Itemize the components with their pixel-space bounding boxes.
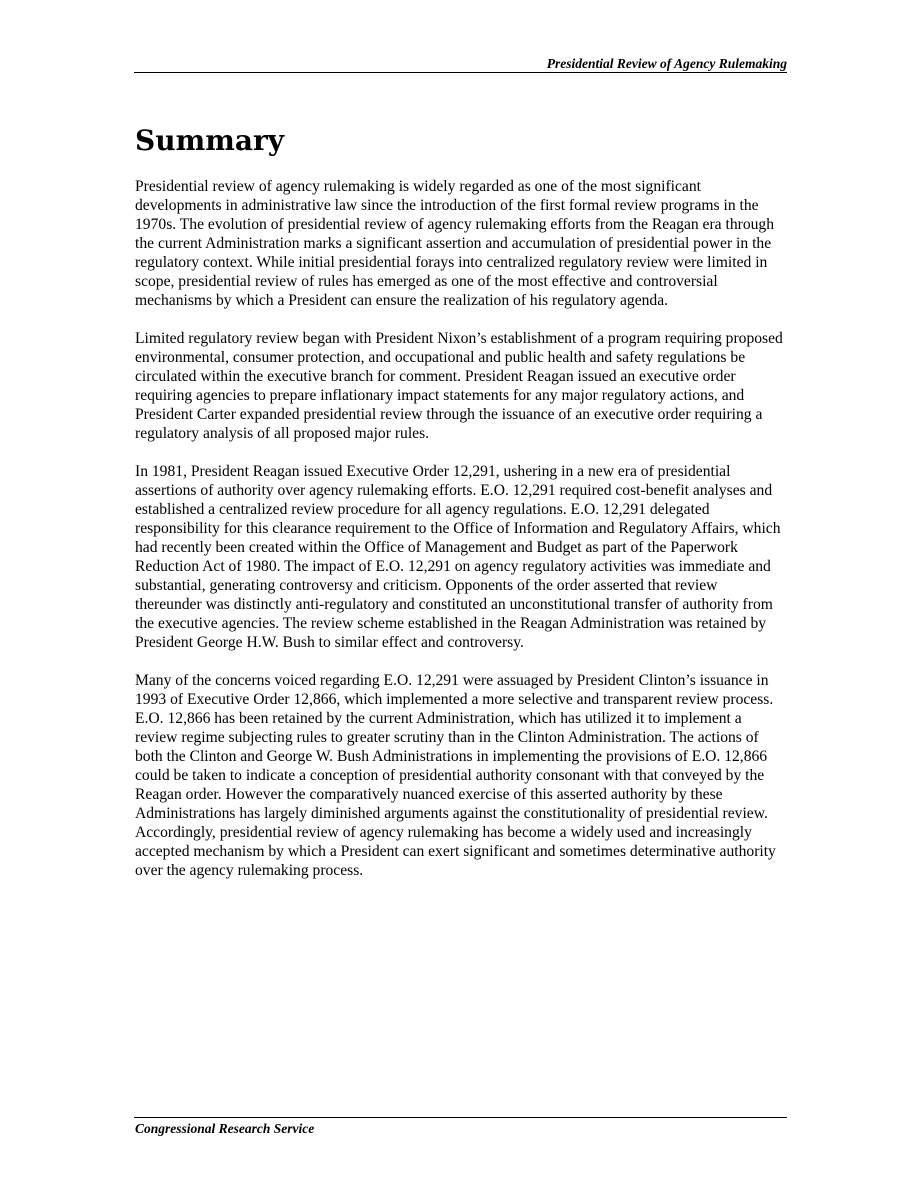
- summary-body: [135, 177, 787, 899]
- header-divider: [134, 72, 787, 73]
- paragraph: Limited regulatory review began with President Nixon’s establishment of a program requiring proposed environmental, consumer protection, and occupational and public health and safety regulations be circulated within the executive branch for comment. President Reagan issued an executive order requiring agencies to prepare inflationary impact statements for any major regulatory actions, and President Carter expanded presidential review through the issuance of an executive order requiring a regulatory analysis of all proposed major rules.: [135, 330, 783, 442]
- running-footer: Congressional Research Service: [135, 1121, 315, 1136]
- paragraph: Presidential review of agency rulemaking is widely regarded as one of the most significant developments in administrative law since the introduction of the first formal review programs in the 1970s. The evolution of presidential review of agency rulemaking efforts from the Reagan era through the current Administration marks a significant assertion and accumulation of presidential power in the regulatory context. While initial presidential forays into centralized regulatory review were limited in scope, presidential review of rules has emerged as one of the most effective and controversial mechanisms by which a President can ensure the realization of his regulatory agenda.: [135, 178, 775, 309]
- page-title: Summary: [135, 124, 284, 157]
- paragraph: Many of the concerns voiced regarding E.O. 12,291 were assuaged by President Clinton’s issuance in 1993 of Executive Order 12,866, which implemented a more selective and transparent review process. E.O. 12,866 has been retained by the current Administration, which has utilized it to implement a review regime subjecting rules to greater scrutiny than in the Clinton Administration. The actions of both the Clinton and George W. Bush Administrations in implementing the provisions of E.O. 12,866 could be taken to indicate a conception of presidential authority consonant with that conveyed by the Reagan order. However the comparatively nuanced exercise of this asserted authority by these Administrations has largely diminished arguments against the constitutionality of presidential review. Accordingly, presidential review of agency rulemaking has become a widely used and increasingly accepted mechanism by which a President can exert significant and sometimes determinative authority over the agency rulemaking process.: [135, 672, 776, 879]
- footer-divider: [134, 1117, 787, 1118]
- running-header: Presidential Review of Agency Rulemaking: [546, 56, 787, 71]
- paragraph: In 1981, President Reagan issued Executive Order 12,291, ushering in a new era of presidential assertions of authority over agency rulemaking efforts. E.O. 12,291 required cost-benefit analyses and established a centralized review procedure for all agency regulations. E.O. 12,291 delegated responsibility for this clearance requirement to the Office of Information and Regulatory Affairs, which had recently been created within the Office of Management and Budget as part of the Paperwork Reduction Act of 1980. The impact of E.O. 12,291 on agency regulatory activities was immediate and substantial, generating controversy and criticism. Opponents of the order asserted that review thereunder was distinctly anti-regulatory and constituted an unconstitutional transfer of authority from the executive agencies. The review scheme established in the Reagan Administration was retained by President George H.W. Bush to similar effect and controversy.: [135, 463, 781, 651]
